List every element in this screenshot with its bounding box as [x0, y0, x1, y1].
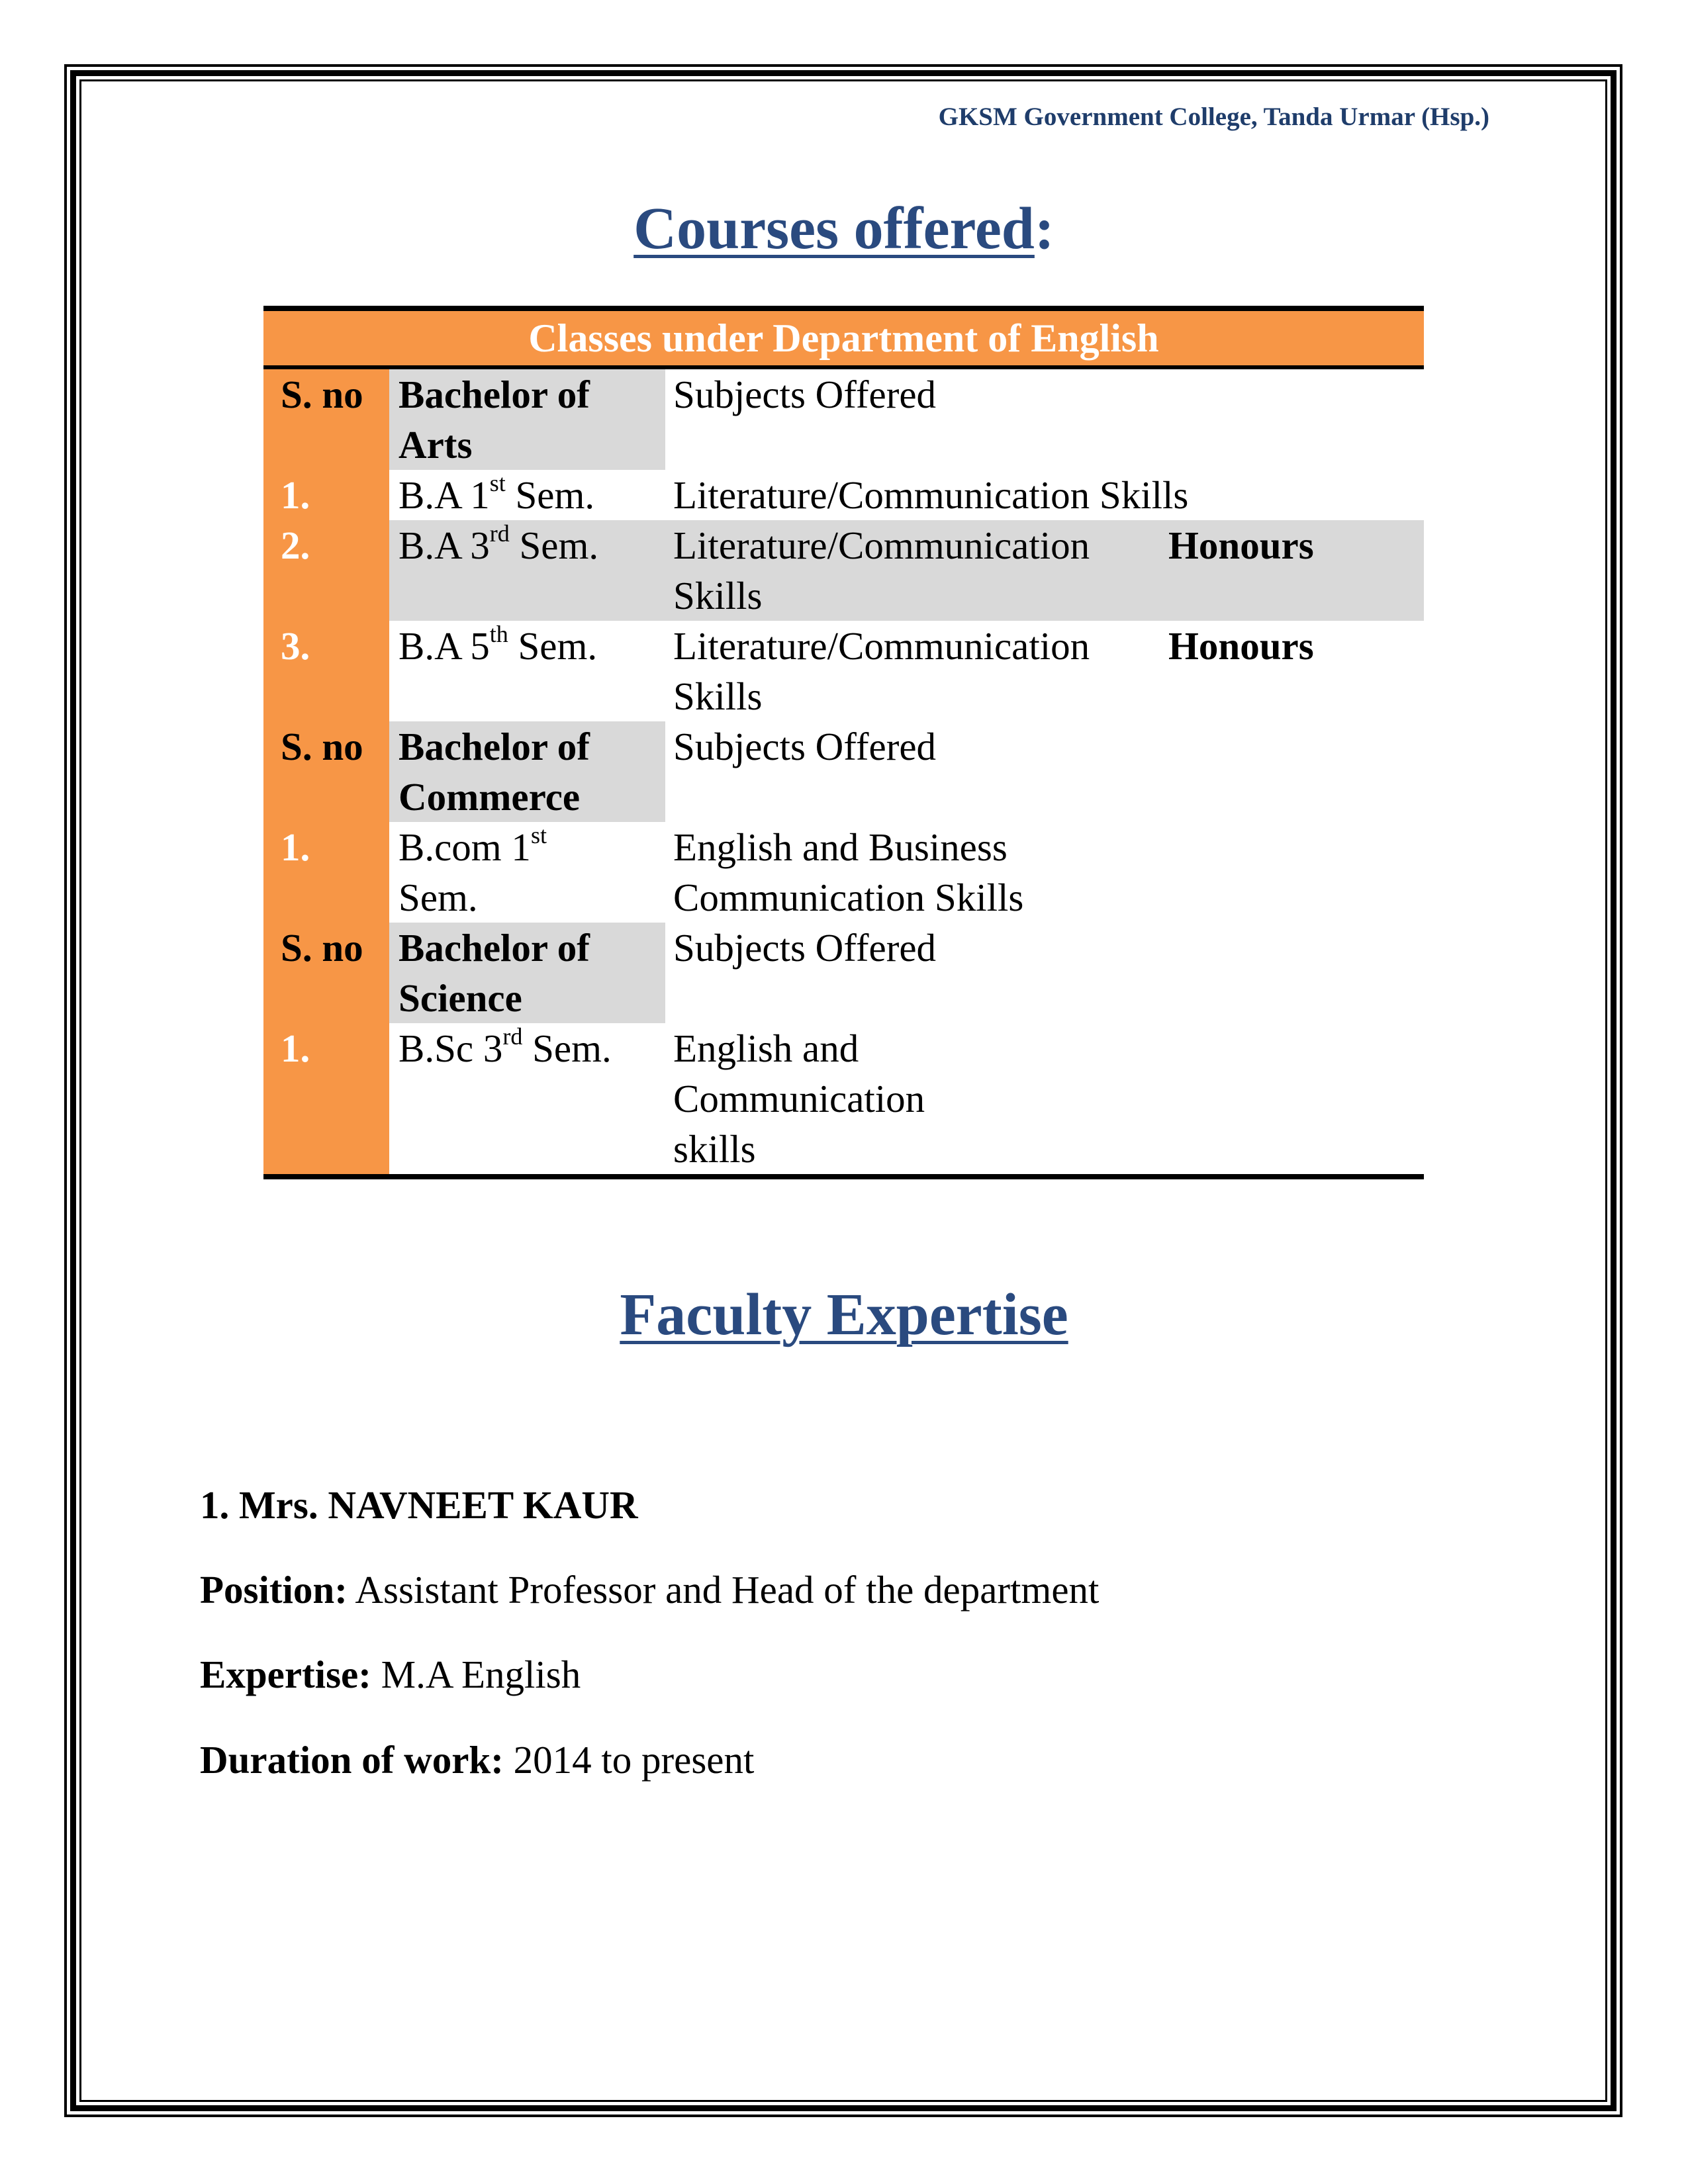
sno-header: S. no: [263, 721, 389, 822]
courses-title: [0, 195, 1688, 263]
faculty-title: [0, 1281, 1688, 1349]
sno-header: S. no: [263, 923, 389, 1023]
courses-title-text: Courses offered: [633, 196, 1035, 261]
row-class: B.com 1st Sem.: [399, 822, 547, 919]
degree-header: Bachelor of Science: [389, 923, 665, 1023]
subjects-header: Subjects Offered: [673, 725, 937, 768]
duration-label: Duration of work:: [200, 1738, 504, 1782]
faculty-position: [200, 1567, 1099, 1613]
table-top-rule: [263, 306, 1424, 311]
table-group-header: [263, 923, 1424, 1023]
row-sno: 1.: [263, 1023, 389, 1174]
table-row: [263, 822, 1424, 923]
table-row: [263, 470, 1424, 520]
row-sno: 3.: [263, 621, 389, 721]
degree-header: Bachelor of Arts: [389, 369, 665, 470]
courses-table: [263, 306, 1424, 1179]
table-row: [263, 520, 1424, 621]
table-group-header: [263, 721, 1424, 822]
faculty-duration: [200, 1737, 754, 1783]
table-caption: Classes under Department of English: [263, 311, 1424, 365]
subjects-header: Subjects Offered: [673, 373, 937, 416]
degree-header: Bachelor of Commerce: [389, 721, 665, 822]
sno-header: S. no: [263, 369, 389, 470]
college-header: GKSM Government College, Tanda Urmar (Hsp.): [938, 103, 1489, 131]
table-row: [263, 1023, 1424, 1174]
row-class: B.A 5th Sem.: [399, 621, 598, 668]
table-bottom-rule: [263, 1174, 1424, 1179]
row-subject: English and Communication skills: [673, 1026, 925, 1171]
faculty-name: 1. Mrs. NAVNEET KAUR: [200, 1483, 638, 1527]
row-subject: Literature/Communication Skills: [665, 520, 1168, 621]
faculty-expertise: [200, 1652, 581, 1698]
row-sno: 1.: [263, 470, 389, 520]
row-honours: Honours: [1168, 624, 1314, 668]
expertise-value: M.A English: [371, 1653, 581, 1696]
row-sno: 1.: [263, 822, 389, 923]
row-class: B.Sc 3rd Sem.: [399, 1023, 612, 1070]
row-subject: English and Business Communication Skills: [673, 825, 1024, 919]
faculty-title-text: Faculty Expertise: [620, 1282, 1068, 1347]
duration-value: 2014 to present: [503, 1738, 755, 1782]
row-class: B.A 1st Sem.: [399, 470, 595, 517]
row-class: B.A 3rd Sem.: [389, 520, 665, 621]
row-sno: 2.: [263, 520, 389, 621]
row-subject: Literature/Communication Skills: [673, 473, 1189, 517]
position-value: Assistant Professor and Head of the department: [347, 1568, 1100, 1612]
row-honours: Honours: [1168, 520, 1424, 621]
row-subject: Literature/Communication Skills: [673, 624, 1090, 718]
expertise-label: Expertise:: [200, 1653, 371, 1696]
table-group-header: [263, 369, 1424, 470]
table-row: [263, 621, 1424, 721]
position-label: Position:: [200, 1568, 348, 1612]
subjects-header: Subjects Offered: [673, 926, 937, 970]
courses-title-colon: :: [1034, 196, 1055, 261]
